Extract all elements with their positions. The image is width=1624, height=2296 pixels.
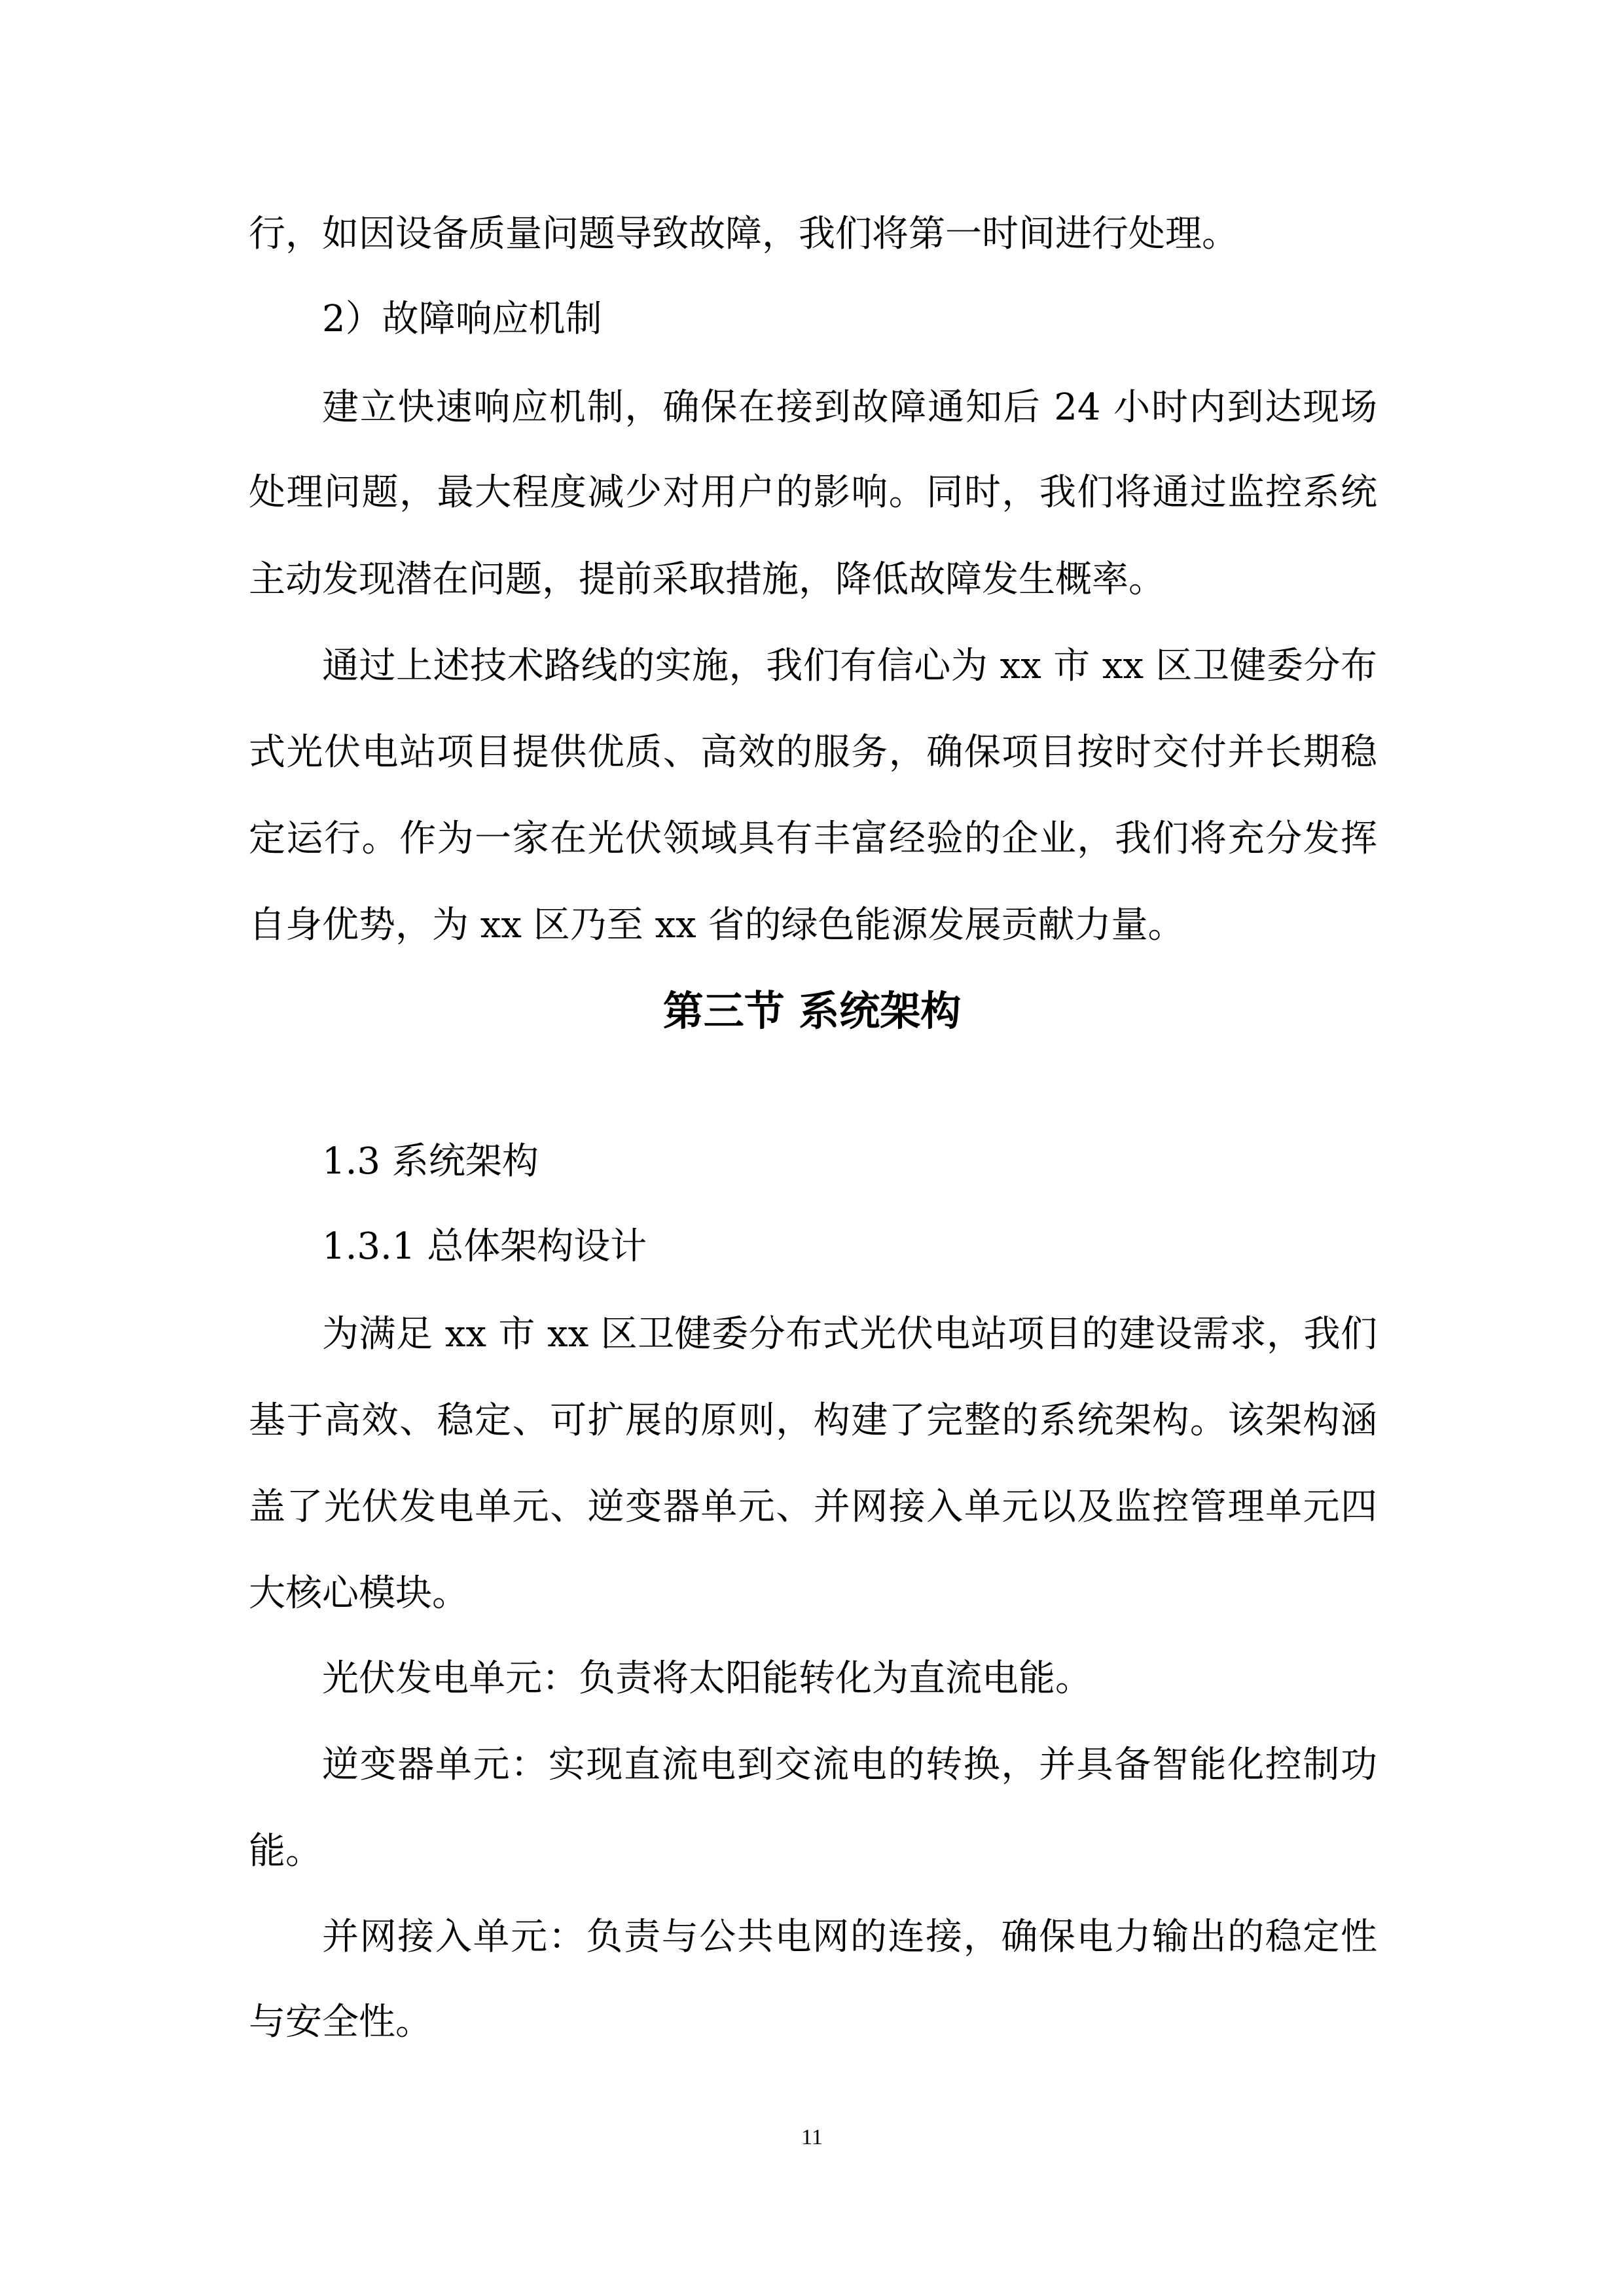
paragraph-line: 定运行。作为一家在光伏领域具有丰富经验的企业，我们将充分发挥	[249, 817, 1377, 860]
paragraph-line: 主动发现潜在问题，提前采取措施，降低故障发生概率。	[249, 558, 1165, 601]
paragraph-line: 自身优势，为 xx 区乃至 xx 省的绿色能源发展贡献力量。	[249, 904, 1185, 946]
subheading: 1.3.1 总体架构设计	[322, 1225, 647, 1268]
section-heading: 第三节 系统架构	[662, 987, 962, 1035]
paragraph-line: 式光伏电站项目提供优质、高效的服务，确保项目按时交付并长期稳	[249, 731, 1377, 774]
paragraph-line: 逆变器单元：实现直流电到交流电的转换，并具备智能化控制功	[322, 1744, 1377, 1786]
paragraph-line: 行，如因设备质量问题导致故障，我们将第一时间进行处理。	[249, 213, 1238, 255]
paragraph-line: 与安全性。	[249, 2001, 432, 2043]
paragraph-line: 处理问题，最大程度减少对用户的影响。同时，我们将通过监控系统	[249, 471, 1377, 514]
paragraph-line: 能。	[249, 1830, 322, 1873]
paragraph-line: 通过上述技术路线的实施，我们有信心为 xx 市 xx 区卫健委分布	[322, 645, 1377, 687]
subheading: 1.3 系统架构	[322, 1140, 539, 1183]
paragraph-line: 建立快速响应机制，确保在接到故障通知后 24 小时内到达现场	[322, 386, 1377, 429]
list-item-heading: 2）故障响应机制	[322, 298, 602, 340]
page-number: 11	[801, 2125, 823, 2149]
paragraph-line: 并网接入单元：负责与公共电网的连接，确保电力输出的稳定性	[322, 1916, 1377, 1958]
paragraph-line: 基于高效、稳定、可扩展的原则，构建了完整的系统架构。该架构涵	[249, 1399, 1377, 1442]
paragraph-line: 盖了光伏发电单元、逆变器单元、并网接入单元以及监控管理单元四	[249, 1486, 1377, 1528]
paragraph-line: 为满足 xx 市 xx 区卫健委分布式光伏电站项目的建设需求，我们	[322, 1313, 1377, 1355]
paragraph-line: 大核心模块。	[249, 1572, 469, 1615]
paragraph-line: 光伏发电单元：负责将太阳能转化为直流电能。	[322, 1657, 1092, 1700]
